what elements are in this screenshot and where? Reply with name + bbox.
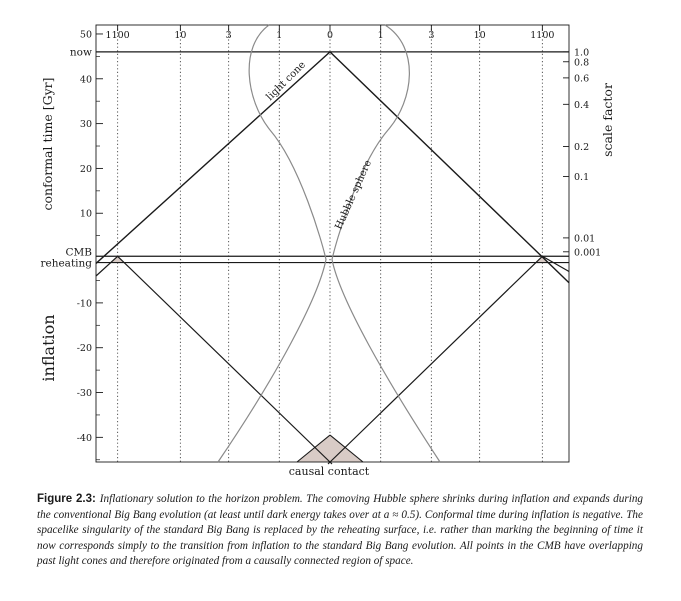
top-tick-label-1: 10: [174, 30, 187, 41]
diagram-lines: [96, 25, 569, 464]
top-tick-label-4: 0: [326, 30, 334, 41]
right-past-cone-down: [328, 256, 542, 464]
right-tick-label-6: 0.01: [574, 233, 596, 245]
right-tick-label-5: 0.1: [574, 171, 590, 183]
top-tick-label-2: 3: [225, 30, 232, 41]
top-tick-label-7: 10: [473, 30, 486, 41]
caption-text: Inflationary solution to the horizon problem. The comoving Hubble sphere shrinks during inflation and expands during the conventional Big Bang evolution (at least until dark energy takes over at a ≈ 0.5). Conformal time during inflation is negative. The spacelike singularity of the standard Big Bang is replaced by the reheating surface, i.e. rather than marking the beginning of time it now corresponds simply to the transition from inflation to the standard Big Bang evolution. All points in the CMB have overlapping past light cones and therefore originated from a causally connected region of space.: [37, 493, 644, 568]
plot-frame: [96, 25, 569, 462]
light-cone-label: light cone: [264, 59, 308, 103]
light-cone-left: [96, 52, 330, 264]
causal-contact-label: causal contact: [288, 465, 370, 478]
left-tick-label-2: 30: [79, 119, 92, 131]
hubble-sphere-right: [332, 25, 440, 462]
left-tick-label-1: 40: [79, 74, 92, 86]
right-tick-label-4: 0.2: [574, 141, 590, 153]
caption-figure-label: Figure 2.3:: [37, 493, 96, 505]
left-past-cone-down: [118, 256, 332, 464]
inflation-axis-title: inflation: [39, 314, 58, 382]
top-tick-label-0: 1100: [105, 30, 130, 41]
diagram-shapes: [112, 25, 548, 462]
figure-caption: [37, 492, 643, 570]
left-past-cone-out: [96, 256, 118, 276]
left-tick-label-0: 50: [79, 29, 92, 41]
top-tick-label-6: 3: [428, 30, 435, 41]
right-tick-label-7: 0.001: [574, 247, 602, 259]
left-tick-label-6: -20: [76, 343, 92, 355]
top-tick-label-5: 1: [377, 30, 384, 41]
marker-label-0: now: [69, 46, 92, 59]
marker-label-1: CMB: [65, 246, 92, 259]
right-axis-title: scale factor: [600, 83, 615, 157]
left-tick-label-4: 10: [79, 208, 92, 220]
right-tick-label-2: 0.6: [574, 73, 590, 85]
right-tick-label-3: 0.4: [574, 99, 590, 111]
top-tick-label-3: 1: [276, 30, 283, 41]
left-tick-label-8: -40: [76, 432, 92, 444]
diagram-labels: [39, 29, 615, 478]
right-tick-label-1: 0.8: [574, 57, 590, 69]
top-tick-label-8: 1100: [530, 30, 555, 41]
left-tick-label-7: -30: [76, 388, 92, 400]
left-tick-label-5: -10: [76, 298, 92, 310]
left-tick-label-3: 20: [79, 163, 92, 175]
marker-label-2: reheating: [40, 257, 92, 270]
left-axis-title: conformal time [Gyr]: [40, 77, 55, 211]
hubble-sphere-label: Hubble sphere: [333, 158, 374, 232]
right-tick-label-0: 1.0: [574, 47, 590, 59]
